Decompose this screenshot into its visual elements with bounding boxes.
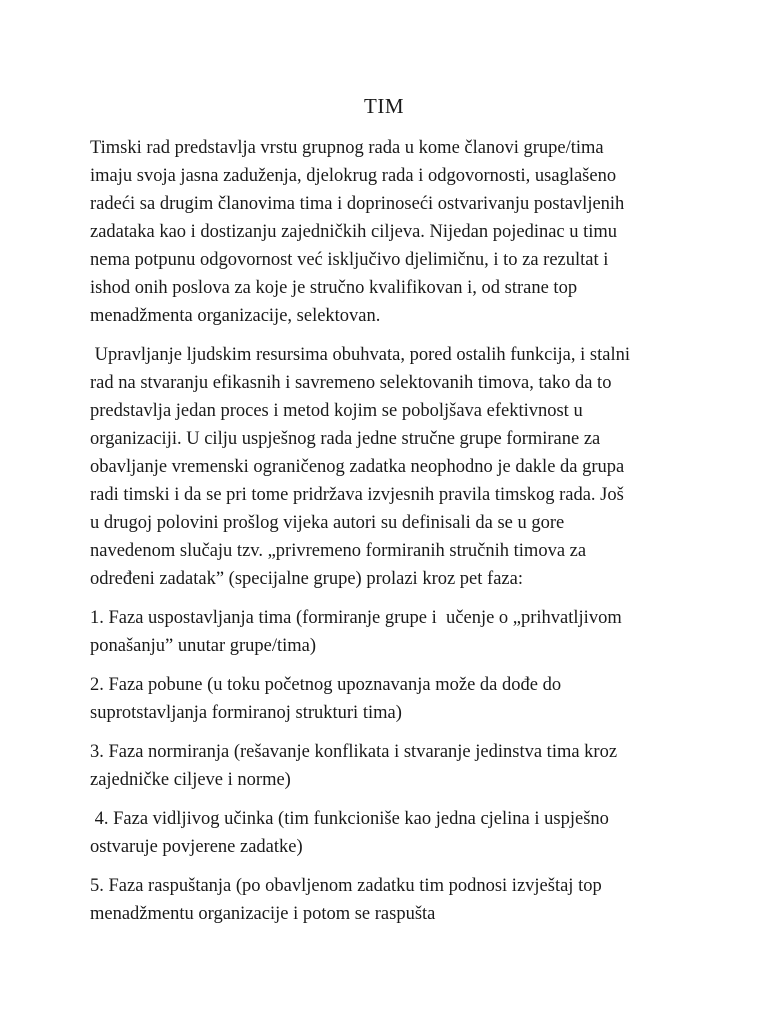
- document-title: TIM: [364, 94, 404, 118]
- paragraph-intro: [90, 134, 666, 330]
- text-line: ostvaruje povjerene zadatke): [90, 837, 303, 857]
- text-line: Upravljanje ljudskim resursima obuhvata, pored ostalih funkcija, i stalni: [90, 345, 630, 365]
- list-item-phase-2: [90, 671, 666, 727]
- list-item-phase-4: [90, 805, 666, 861]
- text-line: zadataka kao i dostizanju zajedničkih ciljeva. Nijedan pojedinac u timu: [90, 222, 618, 242]
- text-line: zajedničke ciljeve i norme): [90, 770, 291, 790]
- text-line: ponašanju” unutar grupe/tima): [90, 636, 317, 656]
- text-line: u drugoj polovini prošlog vijeka autori su definisali da se u gore: [90, 513, 565, 533]
- text-line: organizaciji. U cilju uspješnog rada jedne stručne grupe formirane za: [90, 429, 601, 449]
- text-line: menadžmenta organizacije, selektovan.: [90, 306, 381, 326]
- text-line: radi timski i da se pri tome pridržava izvjesnih pravila timskog rada. Još: [90, 485, 624, 505]
- text-line: 3. Faza normiranja (rešavanje konflikata i stvaranje jedinstva tima kroz: [90, 742, 618, 762]
- text-line: imaju svoja jasna zaduženja, djelokrug rada i odgovornosti, usaglašeno: [90, 166, 617, 186]
- text-line: menadžmentu organizacije i potom se raspušta: [90, 904, 436, 924]
- text-line: 1. Faza uspostavljanja tima (formiranje grupe i učenje o „prihvatljivom: [90, 608, 622, 628]
- text-line: predstavlja jedan proces i metod kojim se poboljšava efektivnost u: [90, 401, 583, 421]
- text-line: suprotstavljanja formiranoj strukturi tima): [90, 703, 402, 723]
- text-line: nema potpunu odgovornost već isključivo djelimičnu, i to za rezultat i: [90, 250, 609, 270]
- text-line: radeći sa drugim članovima tima i doprinoseći ostvarivanju postavljenih: [90, 194, 625, 214]
- list-item-phase-3: [90, 738, 666, 794]
- text-line: obavljanje vremenski ograničenog zadatka neophodno je dakle da grupa: [90, 457, 625, 477]
- list-item-phase-5: [90, 872, 666, 928]
- text-line: 2. Faza pobune (u toku početnog upoznavanja može da dođe do: [90, 675, 562, 695]
- text-line: ishod onih poslova za koje je stručno kvalifikovan i, od strane top: [90, 278, 578, 298]
- document-body: [90, 134, 666, 939]
- list-item-phase-1: [90, 604, 666, 660]
- text-line: 5. Faza raspuštanja (po obavljenom zadatku tim podnosi izvještaj top: [90, 876, 602, 896]
- paragraph-hr-management: [90, 341, 666, 593]
- text-line: navedenom slučaju tzv. „privremeno formiranih stručnih timova za: [90, 541, 587, 561]
- text-line: 4. Faza vidljivog učinka (tim funkcioniše kao jedna cjelina i uspješno: [90, 809, 609, 829]
- text-line: Timski rad predstavlja vrstu grupnog rada u kome članovi grupe/tima: [90, 138, 604, 158]
- text-line: određeni zadatak” (specijalne grupe) prolazi kroz pet faza:: [90, 569, 523, 589]
- text-line: rad na stvaranju efikasnih i savremeno selektovanih timova, tako da to: [90, 373, 612, 393]
